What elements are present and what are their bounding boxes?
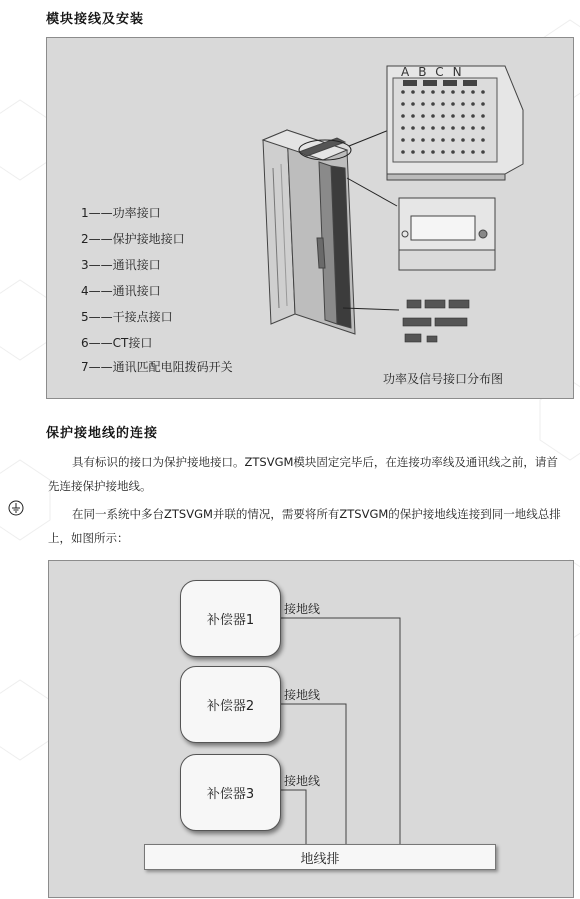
terminal-letter-n: N [452, 65, 471, 79]
terminal-letter-b: B [418, 65, 436, 79]
paragraph-parallel-grounding: 在同一系统中多台ZTSVGM并联的情况，需要将所有ZTSVGM的保护接地线连接到同一地线总排上，如图所示： [48, 507, 561, 545]
terminal-letter-a: A [401, 65, 419, 79]
legend-item-2: 2——保护接地接口 [81, 232, 185, 246]
legend-item-1: 1——功率接口 [81, 206, 161, 220]
ground-wire-1 [280, 618, 400, 844]
ground-wire-label-2: 接地线 [284, 688, 321, 702]
ground-wire-3 [280, 790, 306, 844]
compensator-2-label: 补偿器2 [206, 699, 255, 714]
compensator-1-label: 补偿器1 [206, 613, 255, 628]
legend-item-6: 6——CT接口 [81, 336, 153, 350]
compensator-1 [180, 580, 281, 657]
legend-item-3: 3——通讯接口 [81, 258, 161, 272]
figure-caption: 功率及信号接口分布图 [383, 372, 504, 386]
legend-item-5: 5——干接点接口 [81, 310, 173, 324]
legend-item-4: 4——通讯接口 [81, 284, 161, 298]
compensator-2 [180, 666, 281, 743]
legend-item-7: 7——通讯匹配电阻拨码开关 [81, 360, 233, 374]
ground-busbar-label: 地线排 [300, 851, 340, 867]
compensator-3-label: 补偿器3 [206, 787, 255, 802]
ground-wire-label-1: 接地线 [284, 602, 321, 616]
terminal-letter-c: C [435, 65, 453, 79]
section-title-ground-connection: 保护接地线的连接 [46, 426, 159, 441]
ground-busbar [144, 844, 496, 870]
section-title-wiring-installation: 模块接线及安装 [46, 12, 145, 27]
compensator-3 [180, 754, 281, 831]
ground-wire-label-3: 接地线 [284, 774, 321, 788]
paragraph-ground-interface: 具有标识的接口为保护接地接口。ZTSVGM模块固定完毕后，在连接功率线及通讯线之前，请首先连接保护接地线。 [48, 455, 558, 493]
